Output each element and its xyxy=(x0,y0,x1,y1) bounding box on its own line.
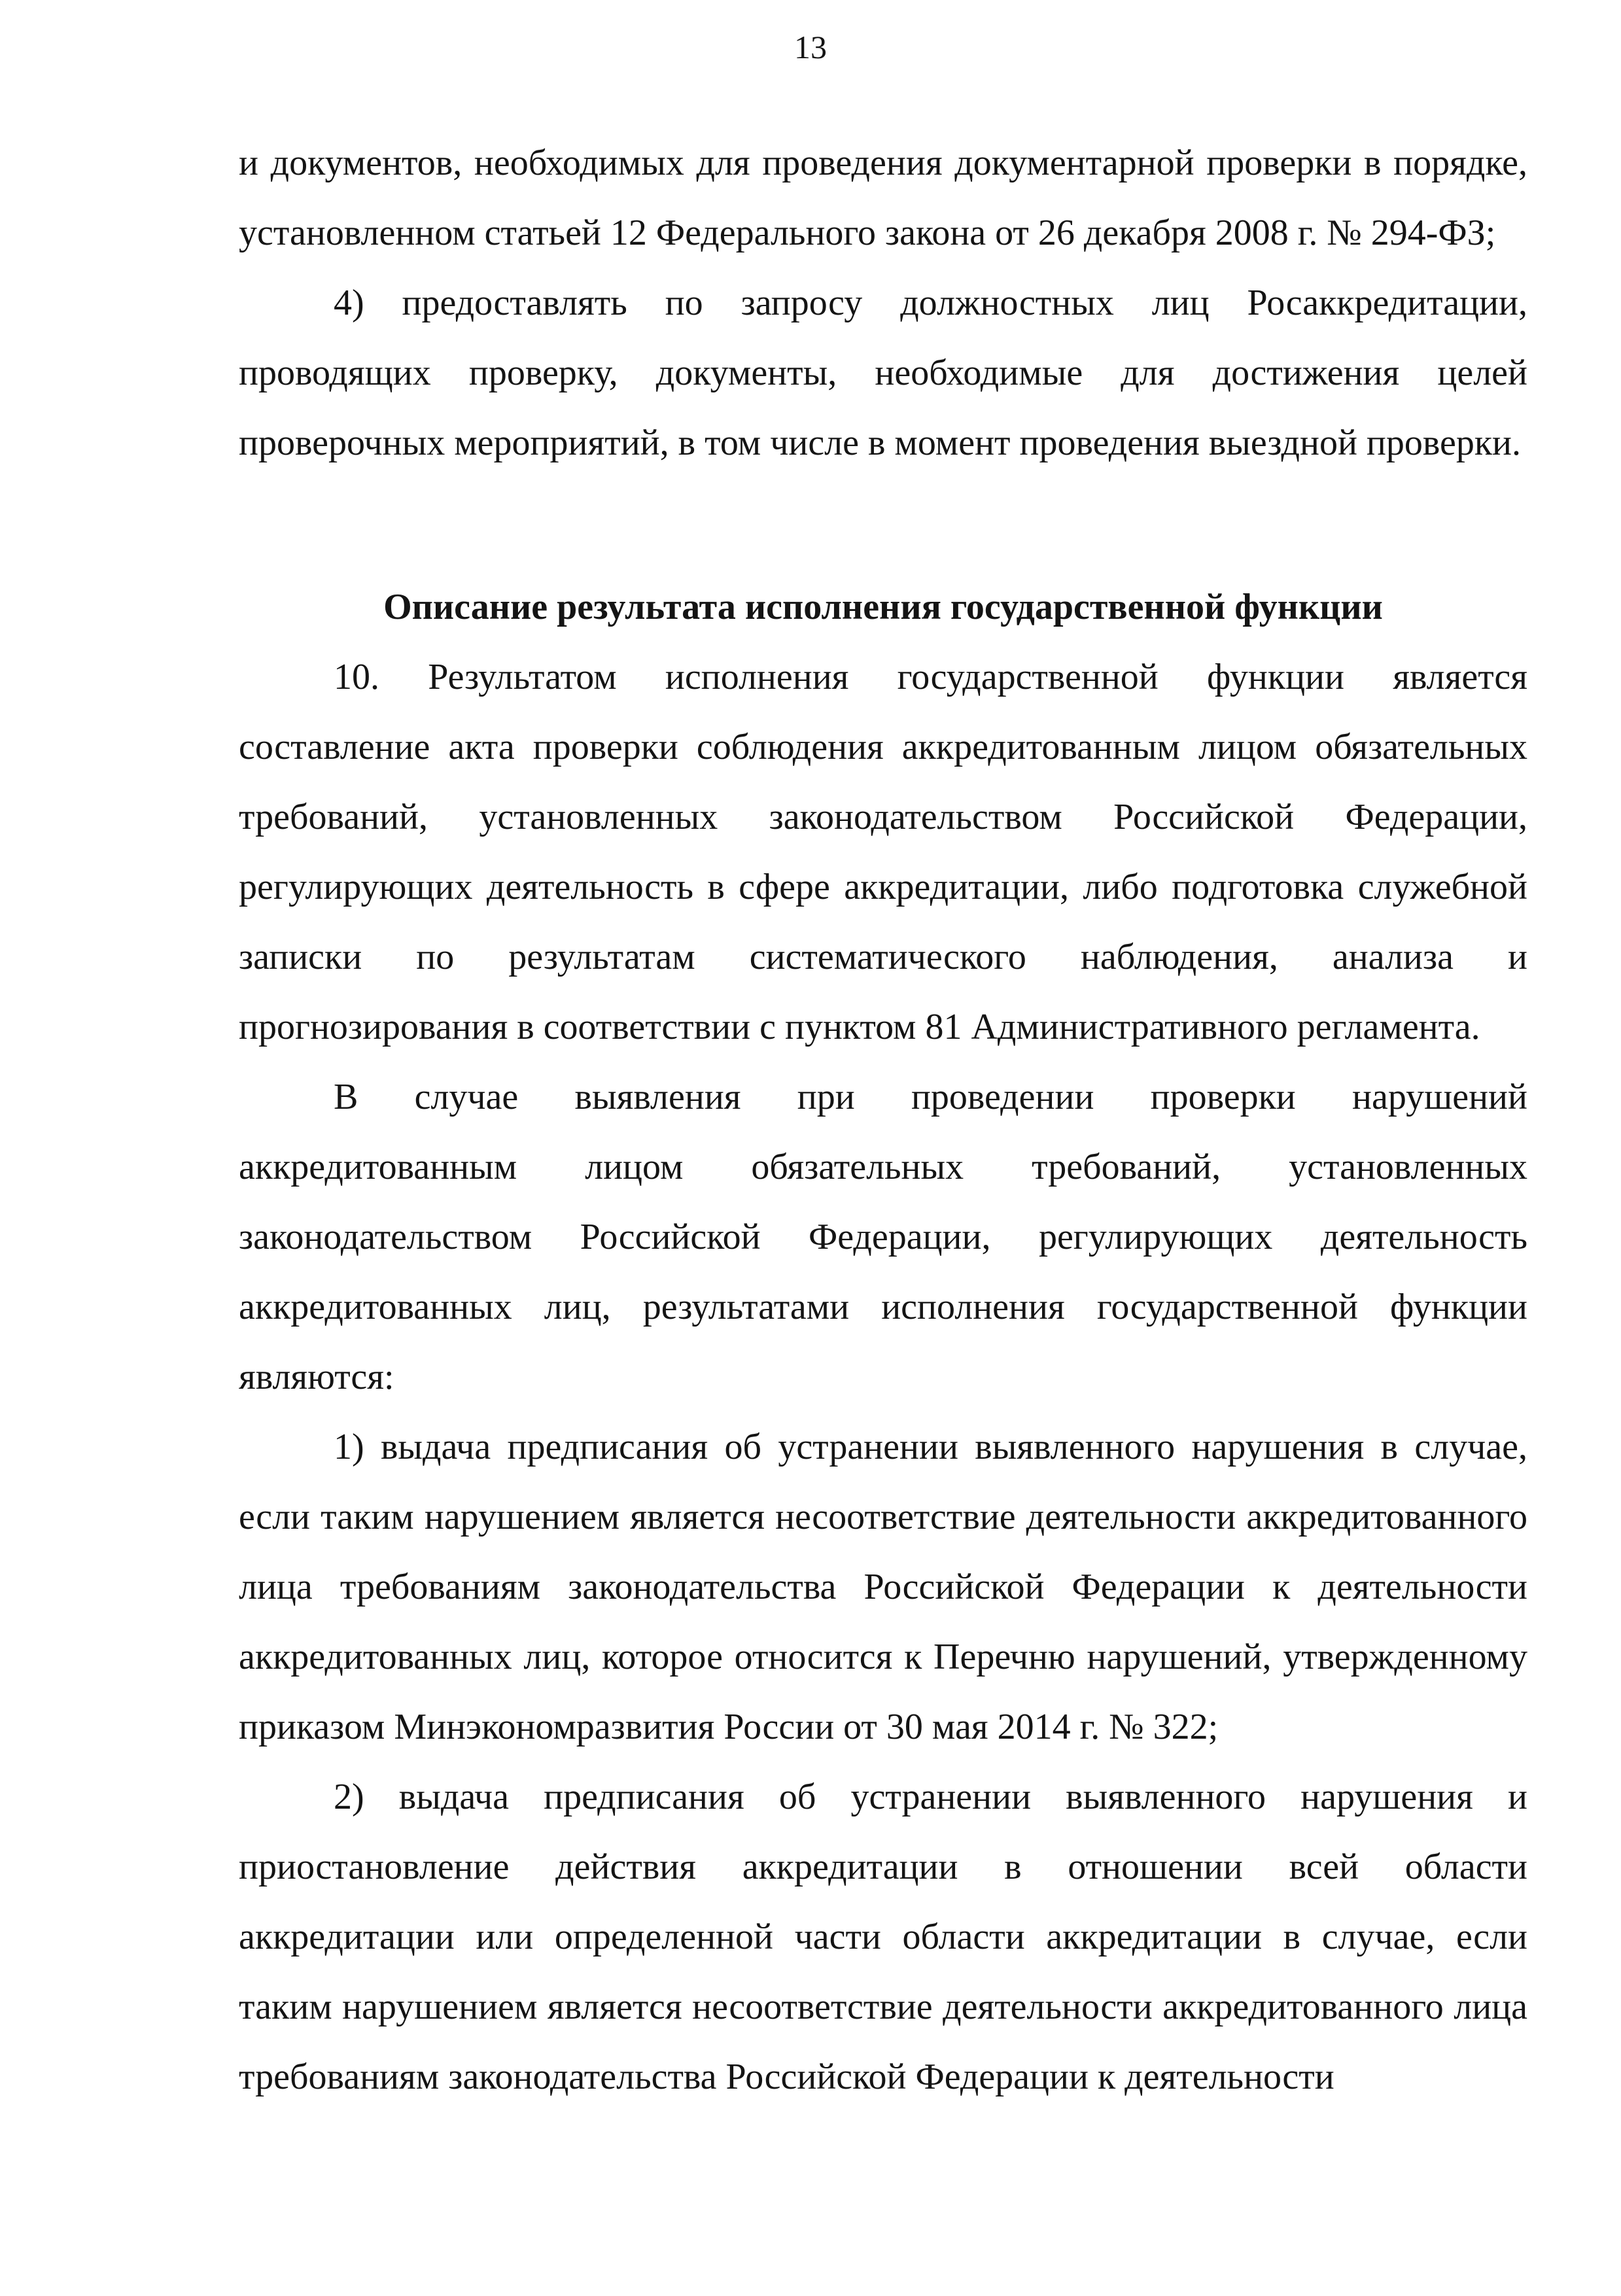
paragraph-result-2: 2) выдача предписания об устранении выявленного нарушения и приостановление действия аккредитации в отношении всей области аккредитации или определенной части области аккредитации в случае, если таким нарушением является несоответствие деятельности аккредитованного лица требованиям законодательства Российской Федерации к деятельности xyxy=(239,1777,1527,2097)
paragraph-violations-intro: В случае выявления при проведении проверки нарушений аккредитованным лицом обязательных требований, установленных законодательством Российской Федерации, регулирующих деятельность аккредитованных лиц, результатами исполнения государственной функции являются: xyxy=(239,1077,1527,1397)
paragraph-item-10: 10. Результатом исполнения государственной функции является составление акта проверки соблюдения аккредитованным лицом обязательных требований, установленных законодательством Российской Федерации, регулирующих деятельность в сфере аккредитации, либо подготовка служебной записки по результатам систематического наблюдения, анализа и прогнозирования в соответствии с пунктом 81 Административного регламента. xyxy=(239,657,1527,1047)
paragraph-continuation: и документов, необходимых для проведения документарной проверки в порядке, установленном статьей 12 Федерального закона от 26 декабря 2008 г. № 294-ФЗ; xyxy=(239,143,1527,253)
section-title: Описание результата исполнения государственной функции xyxy=(383,587,1383,627)
paragraph-result-1: 1) выдача предписания об устранении выявленного нарушения в случае, если таким нарушением является несоответствие деятельности аккредитованного лица требованиям законодательства Российской Федерации к деятельности аккредитованных лиц, которое относится к Перечню нарушений, утвержденному приказом Минэкономразвития России от 30 мая 2014 г. № 322; xyxy=(239,1427,1527,1747)
paragraph-item-4: 4) предоставлять по запросу должностных лиц Росаккредитации, проводящих проверку, документы, необходимые для достижения целей проверочных мероприятий, в том числе в момент проведения выездной проверки. xyxy=(239,283,1527,463)
page-number: 13 xyxy=(794,29,827,65)
document-body xyxy=(239,128,1527,2112)
